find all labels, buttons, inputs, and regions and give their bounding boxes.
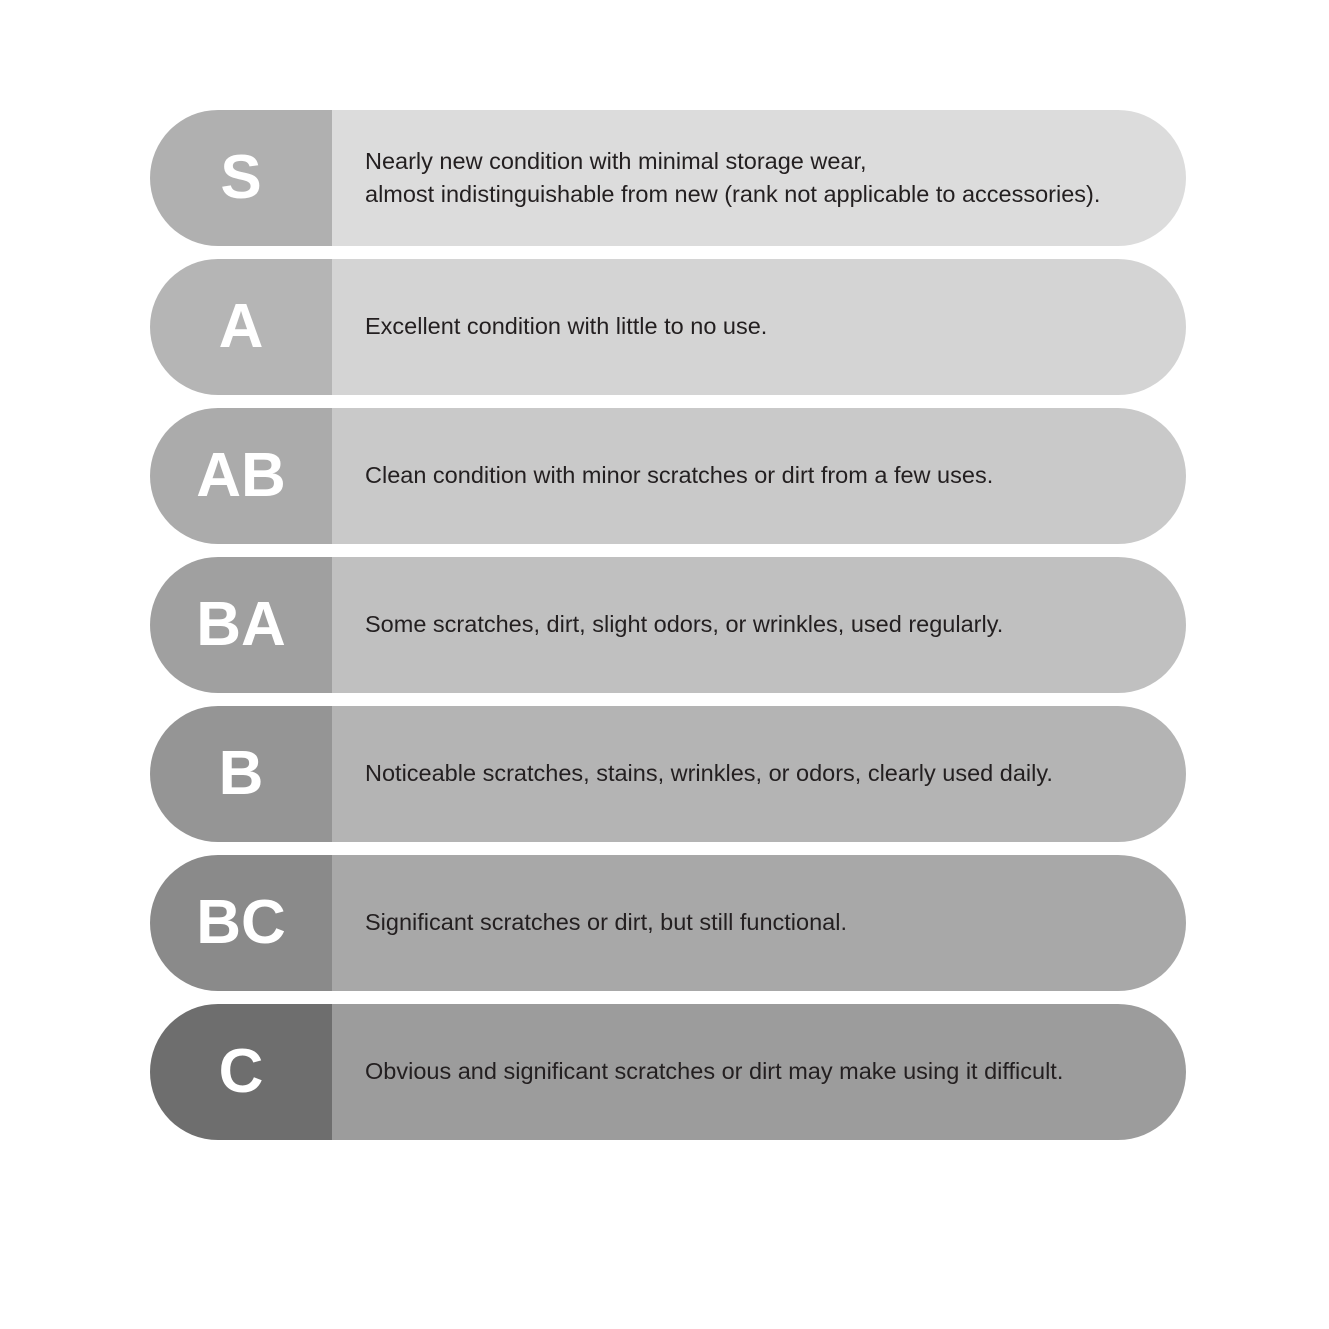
rank-badge: S (150, 110, 332, 246)
rank-row (150, 408, 1186, 544)
rank-description (332, 557, 1186, 693)
rank-description (332, 259, 1186, 395)
rank-description-text: Nearly new condition with minimal storage wear, almost indistinguishable from new (rank not applicable to accessories). (365, 147, 1101, 207)
rank-description (332, 110, 1186, 246)
rank-description (332, 706, 1186, 842)
rank-badge: AB (150, 408, 332, 544)
rank-description-text: Clean condition with minor scratches or dirt from a few uses. (365, 462, 994, 489)
rank-row (150, 259, 1186, 395)
rank-description-text: Excellent condition with little to no use. (365, 313, 768, 340)
rank-description-text: Obvious and significant scratches or dirt may make using it difficult. (365, 1058, 1064, 1085)
rank-description-text: Some scratches, dirt, slight odors, or wrinkles, used regularly. (365, 611, 1004, 638)
rank-row (150, 557, 1186, 693)
rank-row (150, 855, 1186, 991)
rank-badge: C (150, 1004, 332, 1140)
rank-row (150, 706, 1186, 842)
rank-description (332, 408, 1186, 544)
rank-description (332, 1004, 1186, 1140)
rank-row (150, 110, 1186, 246)
rank-badge: A (150, 259, 332, 395)
rank-row (150, 1004, 1186, 1140)
rank-description (332, 855, 1186, 991)
rank-description-text: Significant scratches or dirt, but still functional. (365, 909, 847, 936)
rank-badge: B (150, 706, 332, 842)
condition-rank-chart (150, 110, 1186, 1153)
rank-description-text: Noticeable scratches, stains, wrinkles, or odors, clearly used daily. (365, 760, 1053, 787)
rank-badge: BA (150, 557, 332, 693)
rank-badge: BC (150, 855, 332, 991)
